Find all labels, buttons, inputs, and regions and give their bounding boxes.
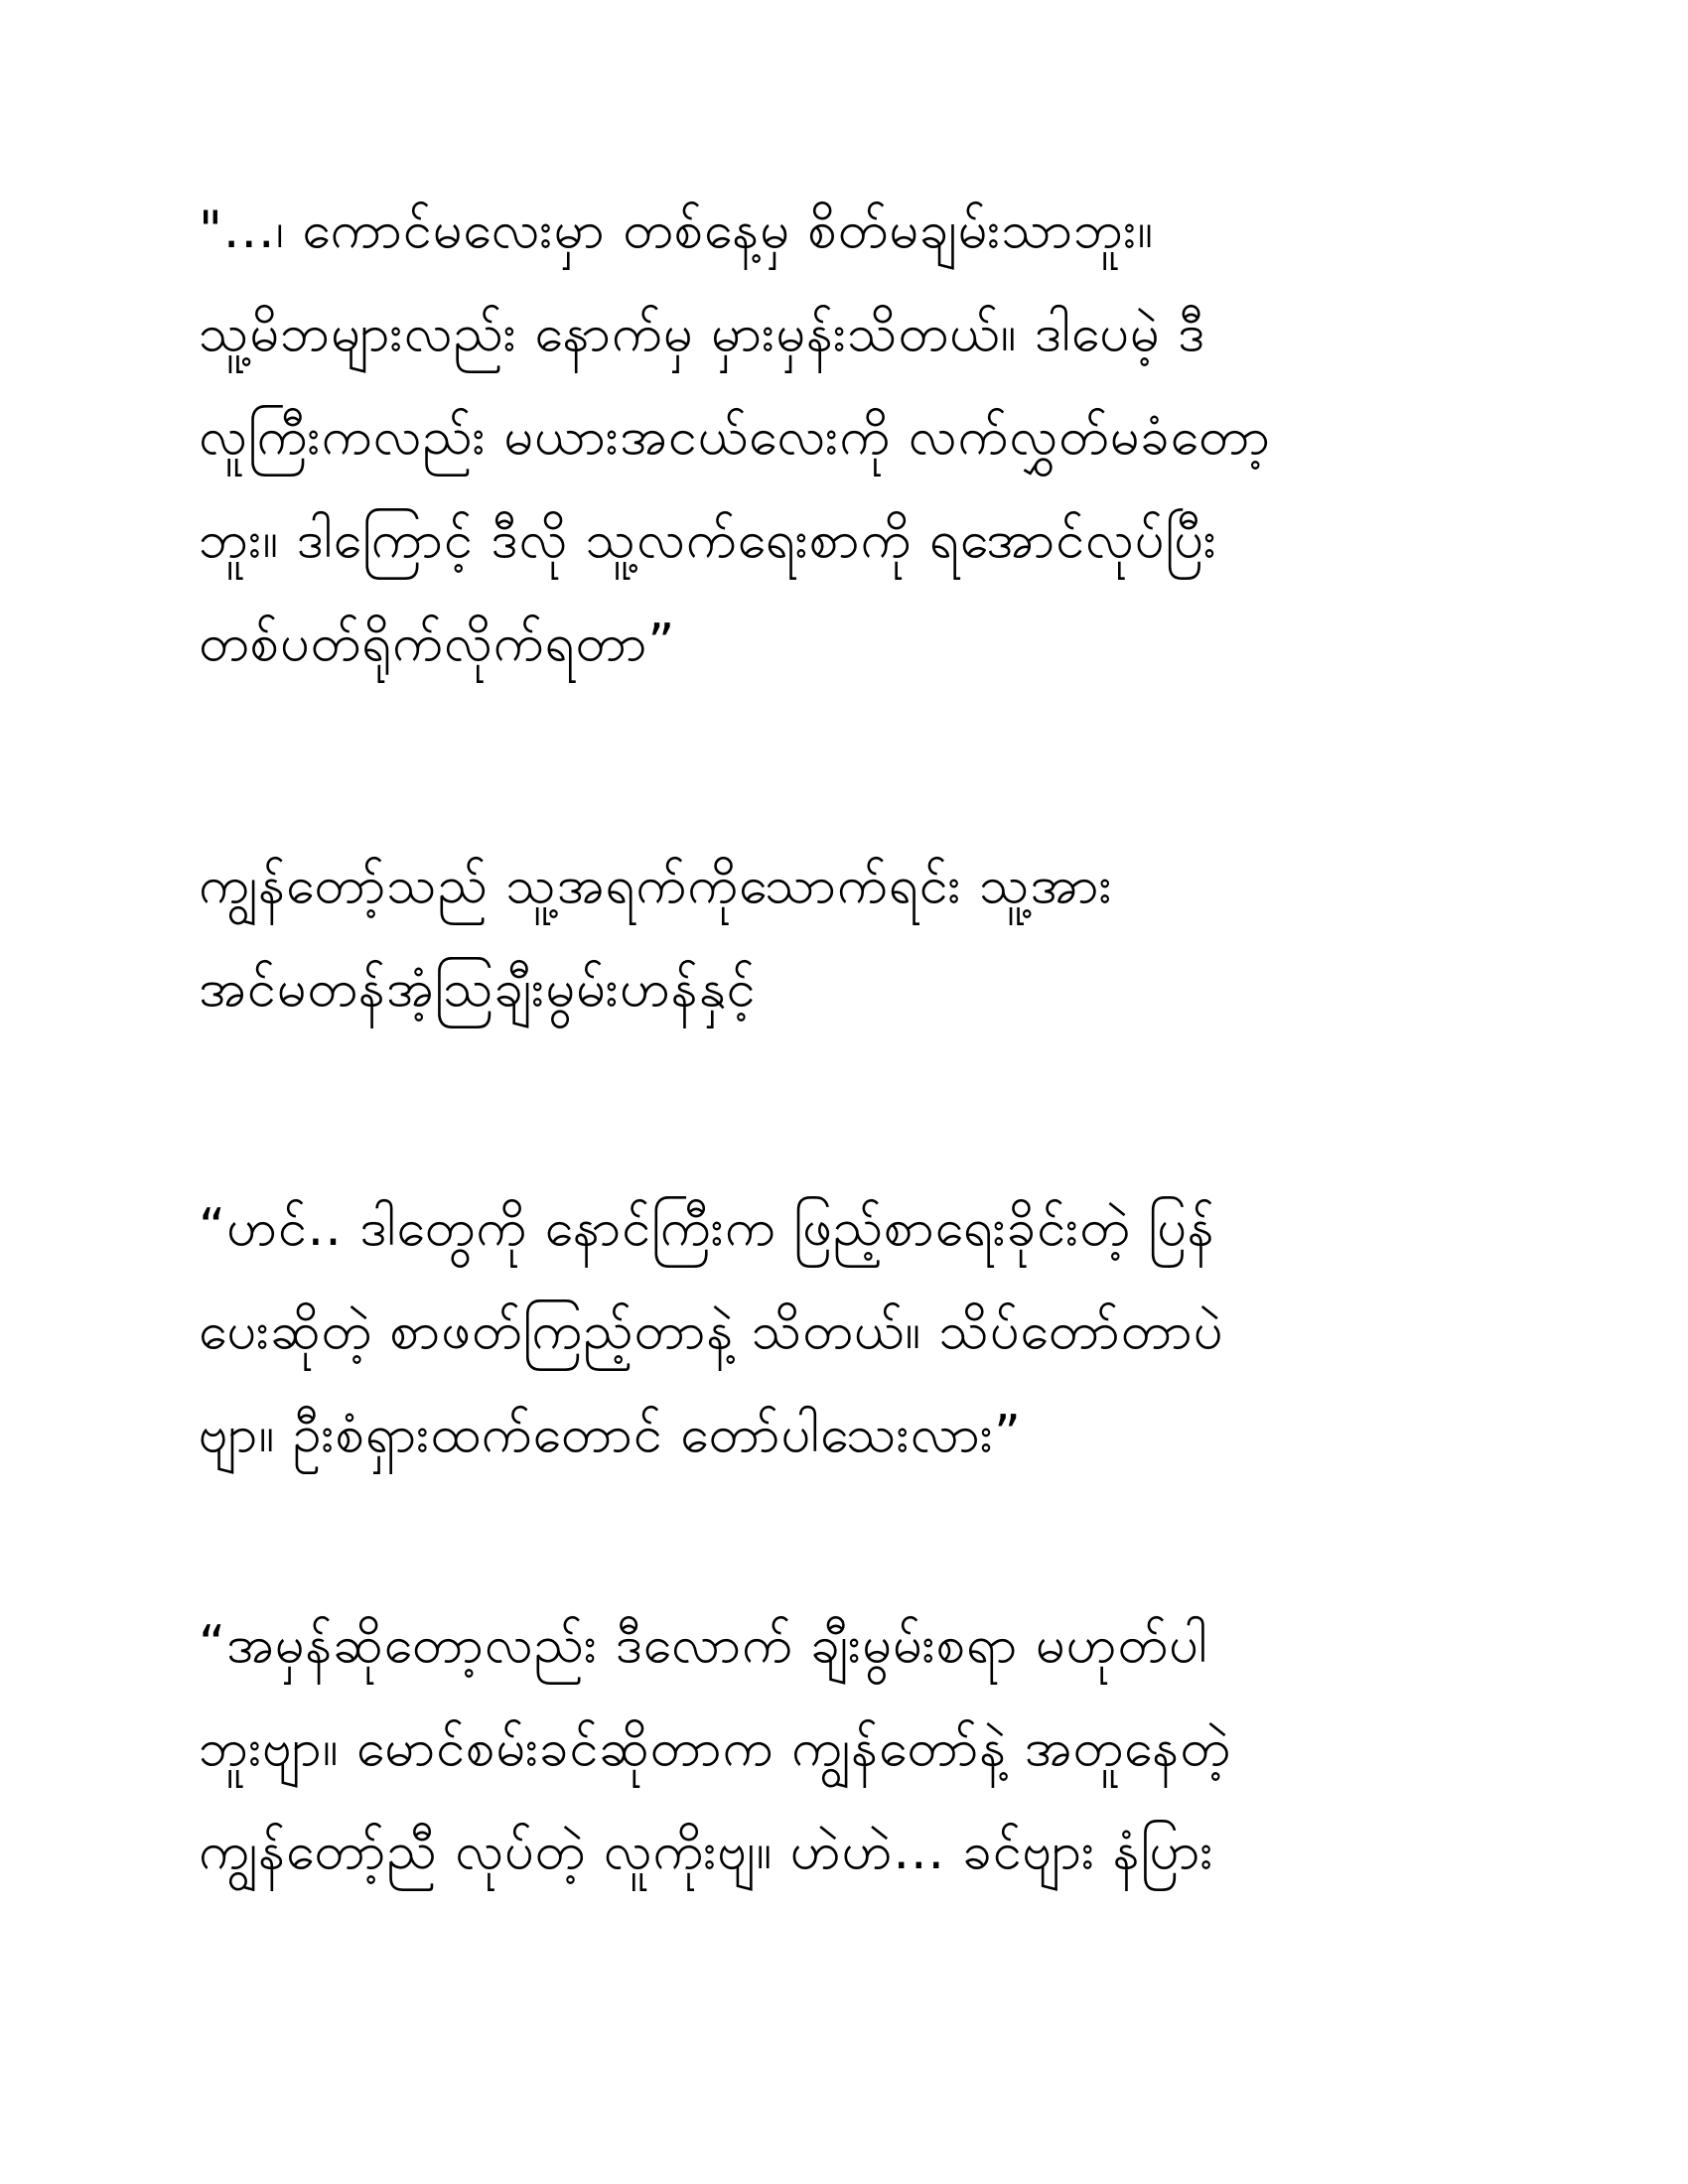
text-line: သူ့မိဘများလည်း နောက်မှ မှားမှန်းသိတယ်။ ဒါပေမဲ့ ဒီ [199, 304, 1206, 363]
text-line: ပေးဆိုတဲ့ စာဖတ်ကြည့်တာနဲ့ သိတယ်။ သိပ်တော်တာပဲ [199, 1301, 1224, 1361]
paragraph-2 [199, 834, 1489, 1040]
paragraph-4 [199, 1593, 1489, 1903]
text-line: ဗျာ။ ဦးစံရှားထက်တောင် တော်ပါသေးလား” [199, 1405, 1022, 1464]
text-line: “ဟင်.. ဒါတွေကို နောင်ကြီးက ဖြည့်စာရေးခိုင်းတဲ့ ပြန် [199, 1198, 1215, 1258]
text-line: ဘူးဗျာ။ မောင်စမ်းခင်ဆိုတာက ကျွန်တော်နဲ့ အတူနေတဲ့ [199, 1718, 1231, 1778]
text-line: ဘူး။ ဒါကြောင့် ဒီလို သူ့လက်ရေးစာကို ရအောင်လုပ်ပြီး [199, 510, 1217, 570]
text-line: ကျွန်တော့်ညီ လုပ်တဲ့ လူကိုးဗျ။ ဟဲဟဲ... ခင်ဗျား နံပြား [199, 1822, 1214, 1881]
text-line: လူကြီးကလည်း မယားအငယ်လေးကို လက်လွှတ်မခံတော့ [199, 407, 1271, 467]
paragraph-3 [199, 1176, 1489, 1486]
text-line: တစ်ပတ်ရိုက်လိုက်ရတာ” [199, 614, 676, 673]
text-line: ကျွန်တော့်သည် သူ့အရက်ကိုသောက်ရင်း သူ့အား [199, 856, 1113, 915]
paragraph-1 [199, 179, 1489, 695]
text-line: “အမှန်ဆိုတော့လည်း ဒီလောက် ချီးမွမ်းစရာ မဟုတ်ပါ [199, 1615, 1208, 1675]
text-line: "...၊ ကောင်မလေးမှာ တစ်နေ့မှ စိတ်မချမ်းသာဘူး။ [199, 201, 1155, 260]
text-line: အင်မတန်အံ့သြချီးမွမ်းဟန်နှင့် [199, 959, 757, 1019]
